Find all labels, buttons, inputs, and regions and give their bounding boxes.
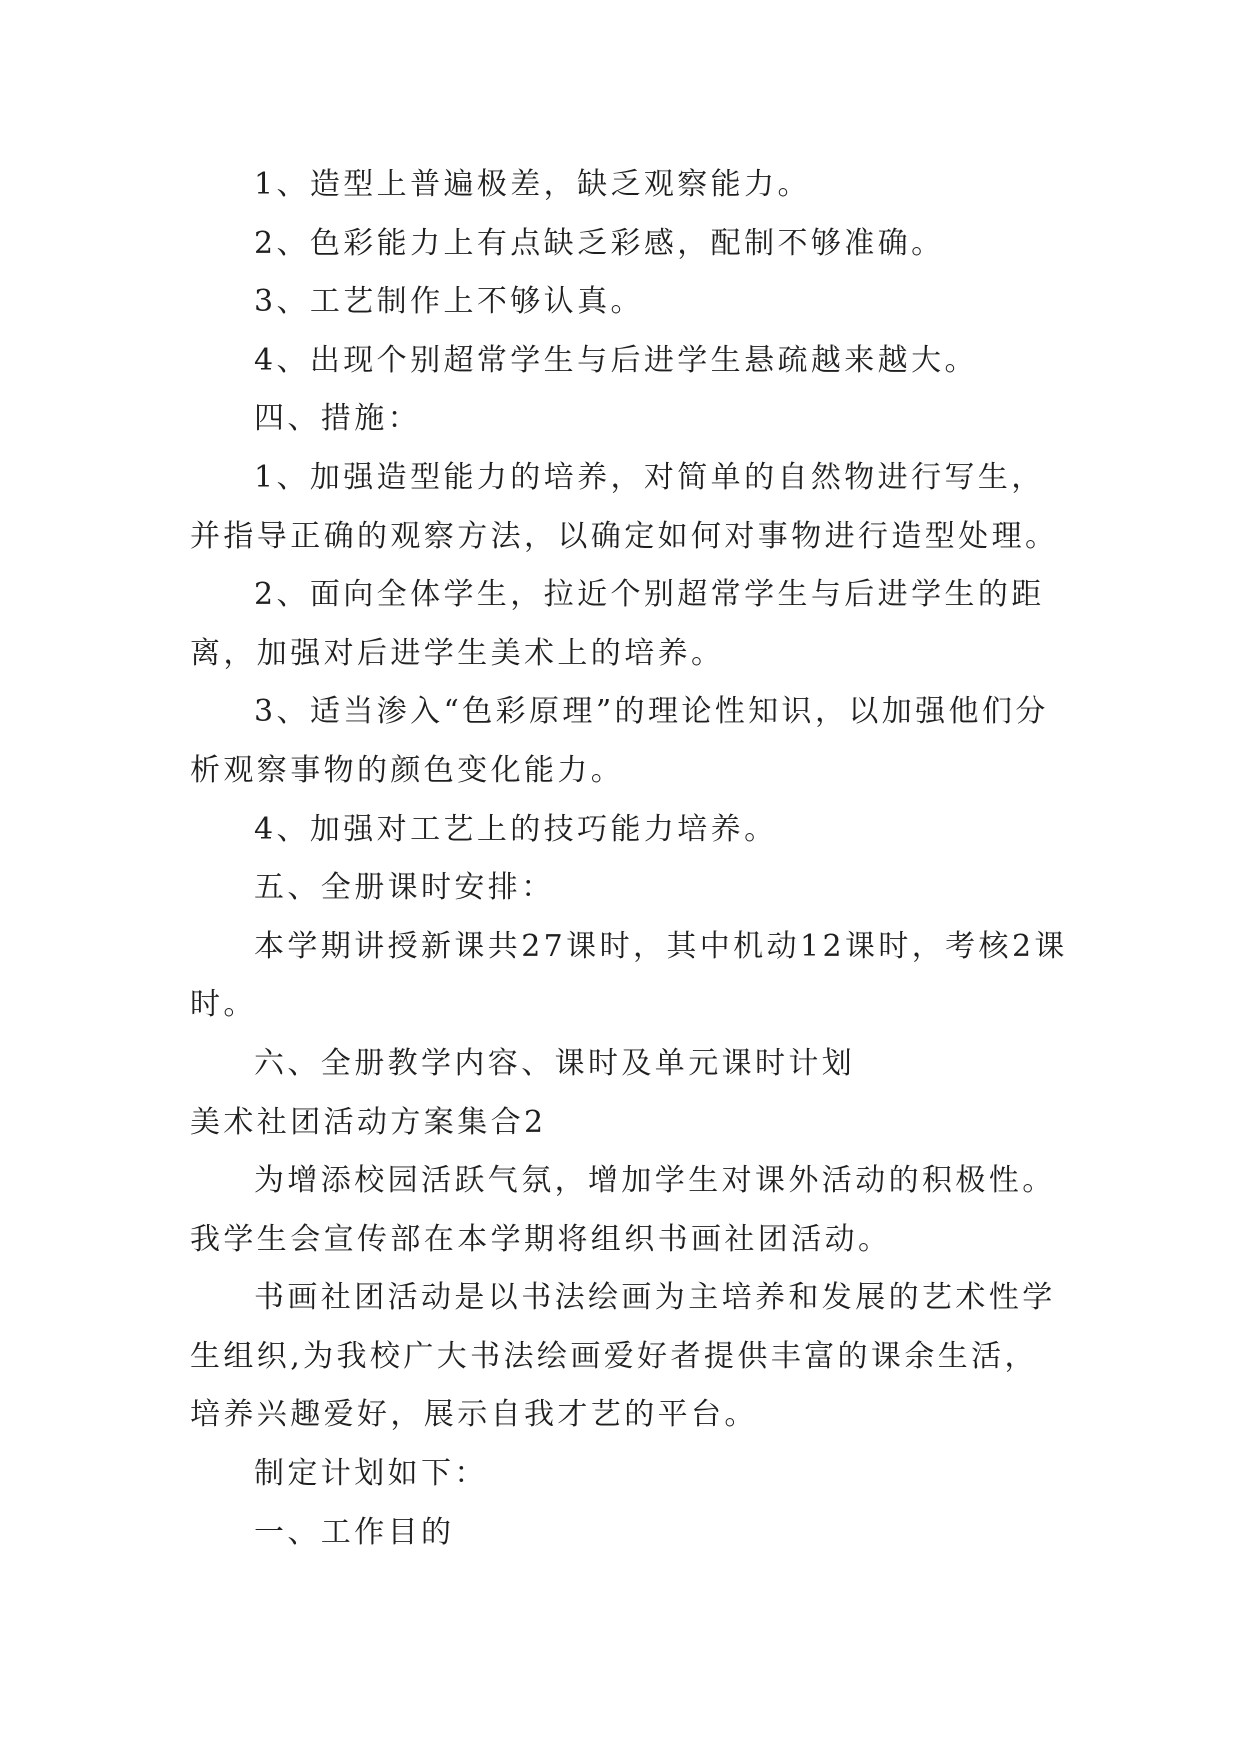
document-body — [190, 156, 1070, 1562]
paragraph-problem-2: 2、色彩能力上有点缺乏彩感，配制不够准确。 — [254, 225, 945, 261]
paragraph-measure-2: 2、面向全体学生，拉近个别超常学生与后进学生的距离，加强对后进学生美术上的培养。 — [190, 577, 1045, 671]
paragraph-schedule: 本学期讲授新课共27课时，其中机动12课时，考核2课时。 — [190, 928, 1068, 1023]
paragraph-measure-4: 4、加强对工艺上的技巧能力培养。 — [254, 811, 778, 847]
section-heading-plan: 六、全册教学内容、课时及单元课时计划 — [254, 1045, 856, 1081]
paragraph-problem-1: 1、造型上普遍极差，缺乏观察能力。 — [254, 167, 811, 202]
paragraph-problem-3: 3、工艺制作上不够认真。 — [254, 284, 644, 320]
paragraph-intro-2: 书画社团活动是以书法绘画为主培养和发展的艺术性学生组织,为我校广大书法绘画爱好者提供丰富的课余生活，培养兴趣爱好，展示自我才艺的平台。 — [190, 1280, 1056, 1433]
paragraph-problem-4: 4、出现个别超常学生与后进学生悬疏越来越大。 — [254, 342, 978, 378]
section-heading-measures: 四、措施： — [254, 401, 421, 437]
paragraph-measure-1: 1、加强造型能力的培养，对简单的自然物进行写生，并指导正确的观察方法，以确定如何对事物进行造型处理。 — [190, 459, 1059, 554]
paragraph-intro-1: 为增添校园活跃气氛，增加学生对课外活动的积极性。我学生会宣传部在本学期将组织书画社团活动。 — [190, 1163, 1056, 1257]
paragraph-measure-3: 3、适当渗入“色彩原理”的理论性知识，以加强他们分析观察事物的颜色变化能力。 — [190, 694, 1049, 788]
section-heading-purpose: 一、工作目的 — [254, 1514, 455, 1550]
section-heading-schedule: 五、全册课时安排： — [254, 870, 555, 906]
document-title: 美术社团活动方案集合2 — [190, 1104, 547, 1140]
paragraph-plan-lead: 制定计划如下： — [254, 1456, 488, 1492]
